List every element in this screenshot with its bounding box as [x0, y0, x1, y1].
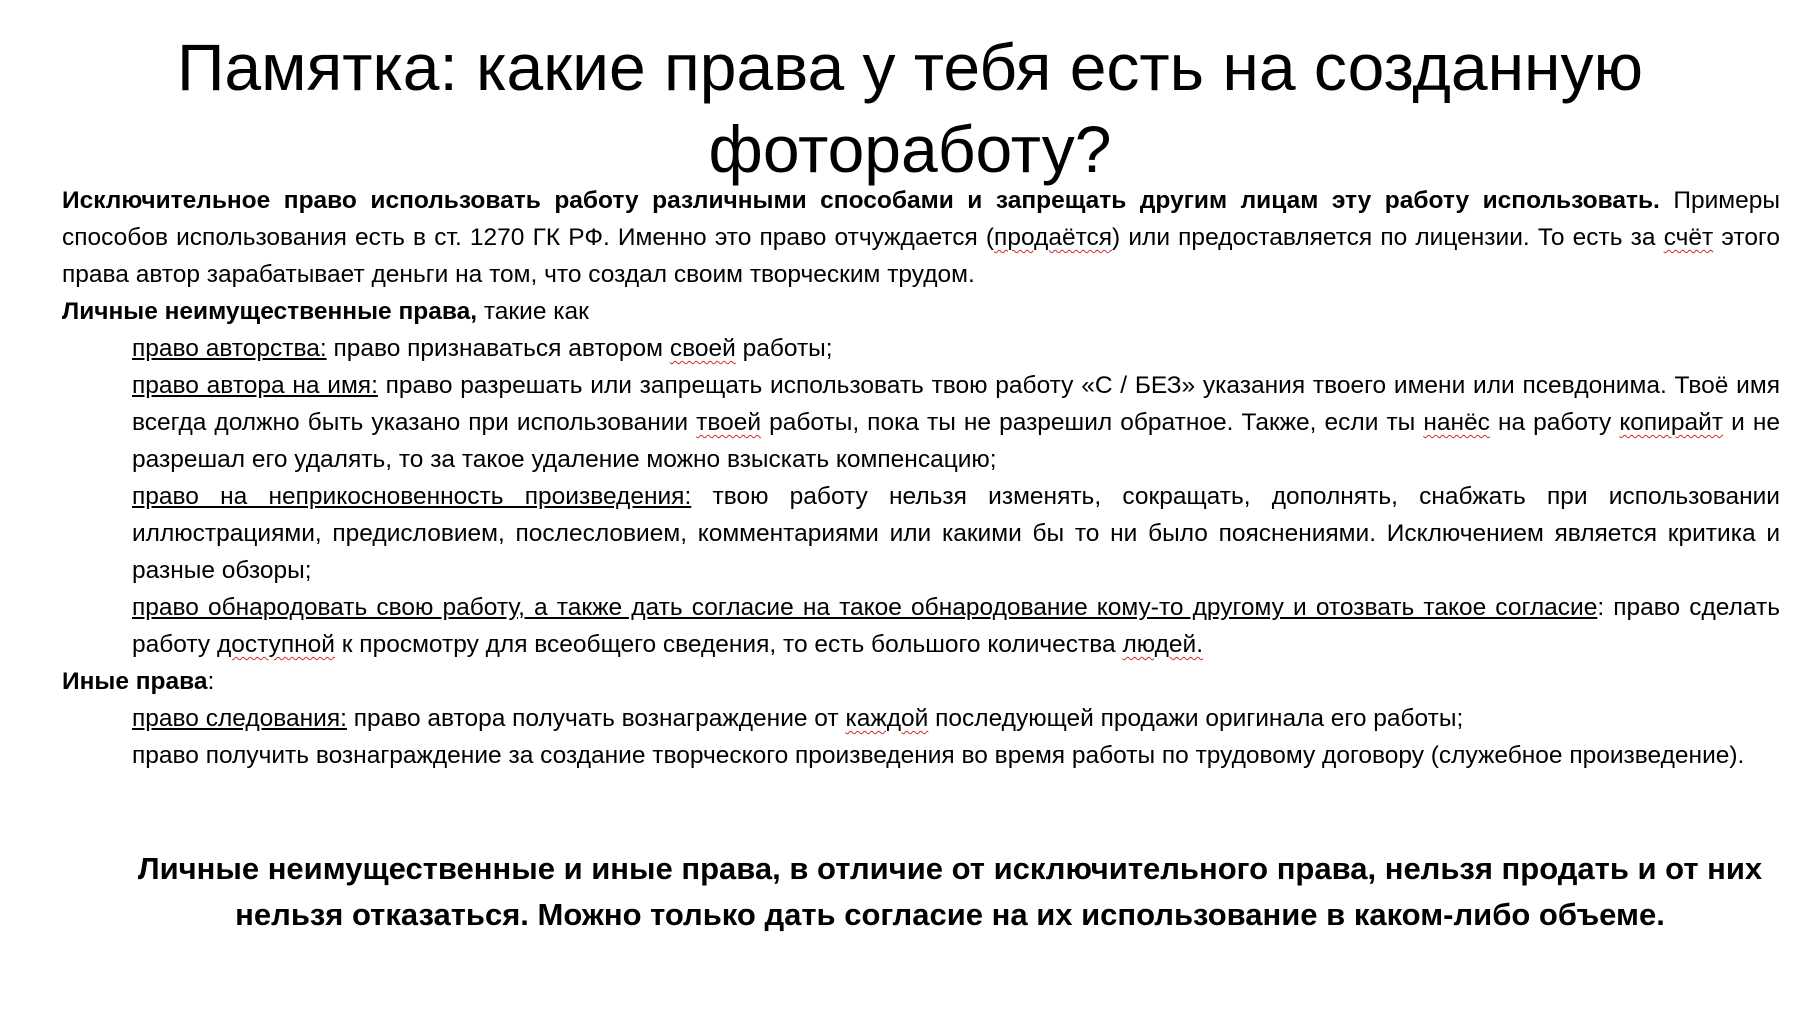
spellcheck-word: твоей: [696, 409, 762, 436]
exclusive-right-heading: Исключительное право использовать работу различными способами и запрещать другим лицам эту работу использовать.: [62, 187, 1660, 214]
publish-right-term: право обнародовать свою работу, а также дать согласие на такое обнародование кому-то другому и отозвать такое согласие: [132, 594, 1598, 621]
resale-right-item: право следования: право автора получать вознаграждение от каждой последующей продажи оригинала его работы;: [132, 705, 1464, 732]
name-right-item: право автора на имя: право разрешать или запрещать использовать твою работу «С / БЕЗ» указания твоего имени или псевдонима. Твоё имя всегда должно быть указано при использовании твоей работы, пока ты не разрешил обратное. Также, если ты нанёс на работу копирайт и не разрешал его удалять, то за такое удаление можно взыскать компенсацию;: [132, 372, 1780, 473]
title-line-2: фотоработу?: [708, 112, 1112, 186]
slide-title: [60, 26, 1760, 190]
spellcheck-word: людей.: [1122, 631, 1203, 658]
resale-right-term: право следования:: [132, 705, 347, 732]
spellcheck-word: своей: [669, 335, 736, 362]
slide-body: [62, 182, 1780, 774]
spellcheck-word: каждой: [845, 705, 929, 732]
other-rights-heading: Иные права:: [62, 668, 215, 695]
service-work-right-item: право получить вознаграждение за создание творческого произведения во время работы по трудовому договору (служебное произведение).: [132, 742, 1745, 769]
spellcheck-word: продаётся: [994, 224, 1113, 251]
summary-note: Личные неимущественные и иные права, в отличие от исключительного права, нельзя продать и от них нельзя отказаться. Можно только дать согласие на их использование в каком-либо объеме.: [137, 851, 1763, 932]
name-right-term: право автора на имя:: [132, 372, 378, 399]
spellcheck-word: доступной: [216, 631, 335, 658]
spellcheck-word: копирайт: [1619, 409, 1724, 436]
title-line-1: Памятка: какие права у тебя есть на созданную: [176, 30, 1644, 104]
personal-rights-heading: Личные неимущественные права, такие как: [62, 298, 589, 325]
spellcheck-word: нанёс: [1423, 409, 1490, 436]
authorship-right-item: право авторства: право признаваться автором своей работы;: [132, 335, 833, 362]
integrity-right-item: право на неприкосновенность произведения: твою работу нельзя изменять, сокращать, дополнять, снабжать при использовании иллюстрациями, предисловием, послесловием, комментариями или какими бы то ни было пояснениями. Исключением является критика и разные обзоры;: [132, 483, 1780, 584]
publish-right-item: право обнародовать свою работу, а также дать согласие на такое обнародование кому-то другому и отозвать такое согласие: право сделать работу доступной к просмотру для всеобщего сведения, то есть большого количества людей.: [132, 594, 1780, 658]
authorship-right-term: право авторства:: [132, 335, 327, 362]
integrity-right-term: право на неприкосновенность произведения:: [132, 483, 692, 510]
exclusive-right-paragraph: Исключительное право использовать работу различными способами и запрещать другим лицам эту работу использовать. Примеры способов использования есть в ст. 1270 ГК РФ. Именно это право отчуждается (продаётся) или предоставляется по лицензии. То есть за счёт этого права автор зарабатывает деньги на том, что создал своим творческим трудом.: [62, 187, 1780, 288]
spellcheck-word: счёт: [1663, 224, 1714, 251]
